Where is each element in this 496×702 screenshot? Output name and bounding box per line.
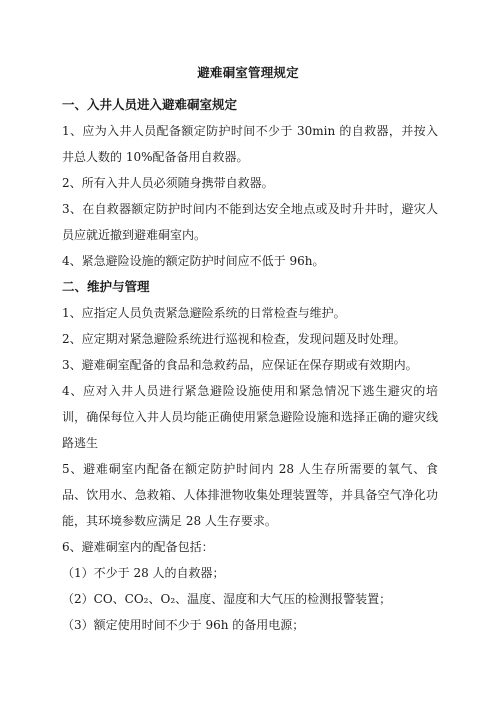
list-item: （2）CO、CO₂、O₂、温度、湿度和大气压的检测报警装置； [62,592,392,606]
document-body [62,92,438,638]
paragraph: 1、应为入井人员配备额定防护时间不少于 30min 的自救器，并按入井总人数的 10%配备备用自救器。 [62,124,438,164]
paragraph: 4、应对入井人员进行紧急避险设施使用和紧急情况下逃生避灾的培训，确保每位入井人员均能正确使用紧急避险设施和选择正确的避灾线路逃生 [62,384,438,450]
paragraph: 3、在自救器额定防护时间内不能到达安全地点或及时升井时，避灾人员应就近撤到避难硐室内。 [62,202,438,242]
paragraph: 1、应指定人员负责紧急避险系统的日常检查与维护。 [62,306,346,320]
paragraph: 2、应定期对紧急避险系统进行巡视和检查，发现问题及时处理。 [62,332,406,346]
paragraph: 6、避难硐室内的配备包括： [62,540,214,554]
document-title: 避难硐室管理规定 [197,65,299,80]
list-item: （3）额定使用时间不少于 96h 的备用电源； [62,618,305,632]
paragraph: 5、避难硐室内配备在额定防护时间内 28 人生存所需要的氧气、食品、饮用水、急救箱、人体排泄物收集处理装置等，并具备空气净化功能，其环境参数应满足 28 人生存要求。 [62,462,438,528]
list-item: （1）不少于 28 人的自救器； [62,566,225,580]
section-heading-entry-rules: 一、入井人员进入避难硐室规定 [62,97,238,112]
paragraph: 2、所有入井人员必须随身携带自救器。 [62,176,274,190]
paragraph: 3、避难硐室配备的食品和急救药品，应保证在保存期或有效期内。 [62,358,418,372]
section-heading-maintenance: 二、维护与管理 [62,279,150,294]
paragraph: 4、紧急避险设施的额定防护时间应不低于 96h。 [62,254,325,268]
